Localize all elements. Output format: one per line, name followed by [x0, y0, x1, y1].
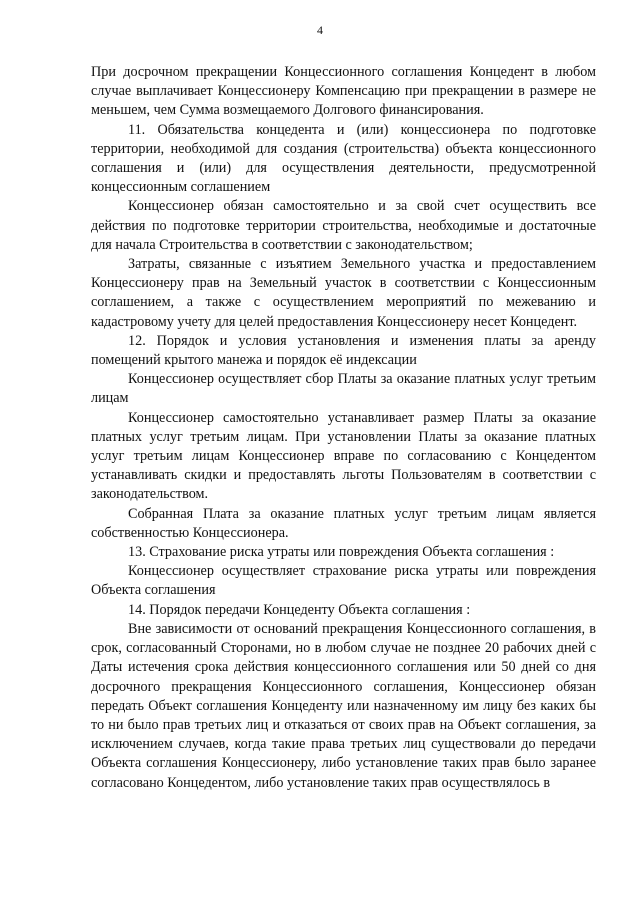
- page-body: [91, 63, 596, 793]
- paragraph-land-costs: Затраты, связанные с изъятием Земельного участка и предоставлением Концессионеру прав на Земельный участок в соответствии с Концессионным соглашением, а также с осуществлением мероприятий по межеванию и кадастровому учету для целей предоставления Концессионеру несет Концедент.: [91, 256, 596, 330]
- paragraph-section-14-heading: 14. Порядок передачи Концеденту Объекта соглашения :: [128, 601, 471, 618]
- page-number: 4: [317, 23, 323, 37]
- paragraph-early-termination-compensation: При досрочном прекращении Концессионного соглашения Концедент в любом случае выплачивает Концессионеру Компенсацию при прекращении в размере не меньшем, чем Сумма возмещаемого Долгового финансирования.: [91, 64, 596, 119]
- paragraph-object-transfer: Вне зависимости от оснований прекращения Концессионного соглашения, в срок, согласованный Сторонами, но в любом случае не позднее 20 рабочих дней с Даты истечения срока действия концессионного соглашения или 50 дней со дня досрочного прекращения Концессионного соглашения, Концессионер обязан передать Объект соглашения Концеденту или назначенному им лицу без каких бы то ни было прав третьих лиц и отказаться от своих прав на Объект соглашения, за исключением случаев, когда такие права третьих лиц существовали до передачи Объекта соглашения Концессионеру, либо установление таких прав было заранее согласовано Концедентом, либо установление таких прав осуществлялось в: [91, 620, 596, 791]
- paragraph-section-13-heading: 13. Страхование риска утраты или повреждения Объекта соглашения :: [128, 544, 555, 561]
- paragraph-fee-setting: Концессионер самостоятельно устанавливает размер Платы за оказание платных услуг третьим лицам. При установлении Платы за оказание платных услуг третьим лицам Концессионер вправе по согласованию с Концедентом устанавливать скидки и предоставлять льготы Пользователям в соответствии с законодательством.: [91, 409, 596, 503]
- paragraph-insurance: Концессионер осуществляет страхование риска утраты или повреждения Объекта соглашения: [91, 563, 596, 599]
- paragraph-section-12-heading: 12. Порядок и условия установления и изменения платы за аренду помещений крытого манежа и порядок её индексации: [91, 332, 596, 369]
- paragraph-fee-collection: Концессионер осуществляет сбор Платы за оказание платных услуг третьим лицам: [91, 371, 596, 407]
- paragraph-site-preparation: Концессионер обязан самостоятельно и за свой счет осуществить все действия по подготовке территории строительства, необходимые и достаточные для начала Строительства в соответствии с законодательством;: [91, 198, 596, 253]
- paragraph-section-11-heading: 11. Обязательства концедента и (или) концессионера по подготовке территории, необходимой для создания (строительства) объекта концессионного соглашения и (или) для осуществления деятельности, предусмотренной концессионным соглашением: [91, 121, 596, 196]
- paragraph-fee-ownership: Собранная Плата за оказание платных услуг третьим лицам является собственностью Концессионера.: [91, 505, 596, 541]
